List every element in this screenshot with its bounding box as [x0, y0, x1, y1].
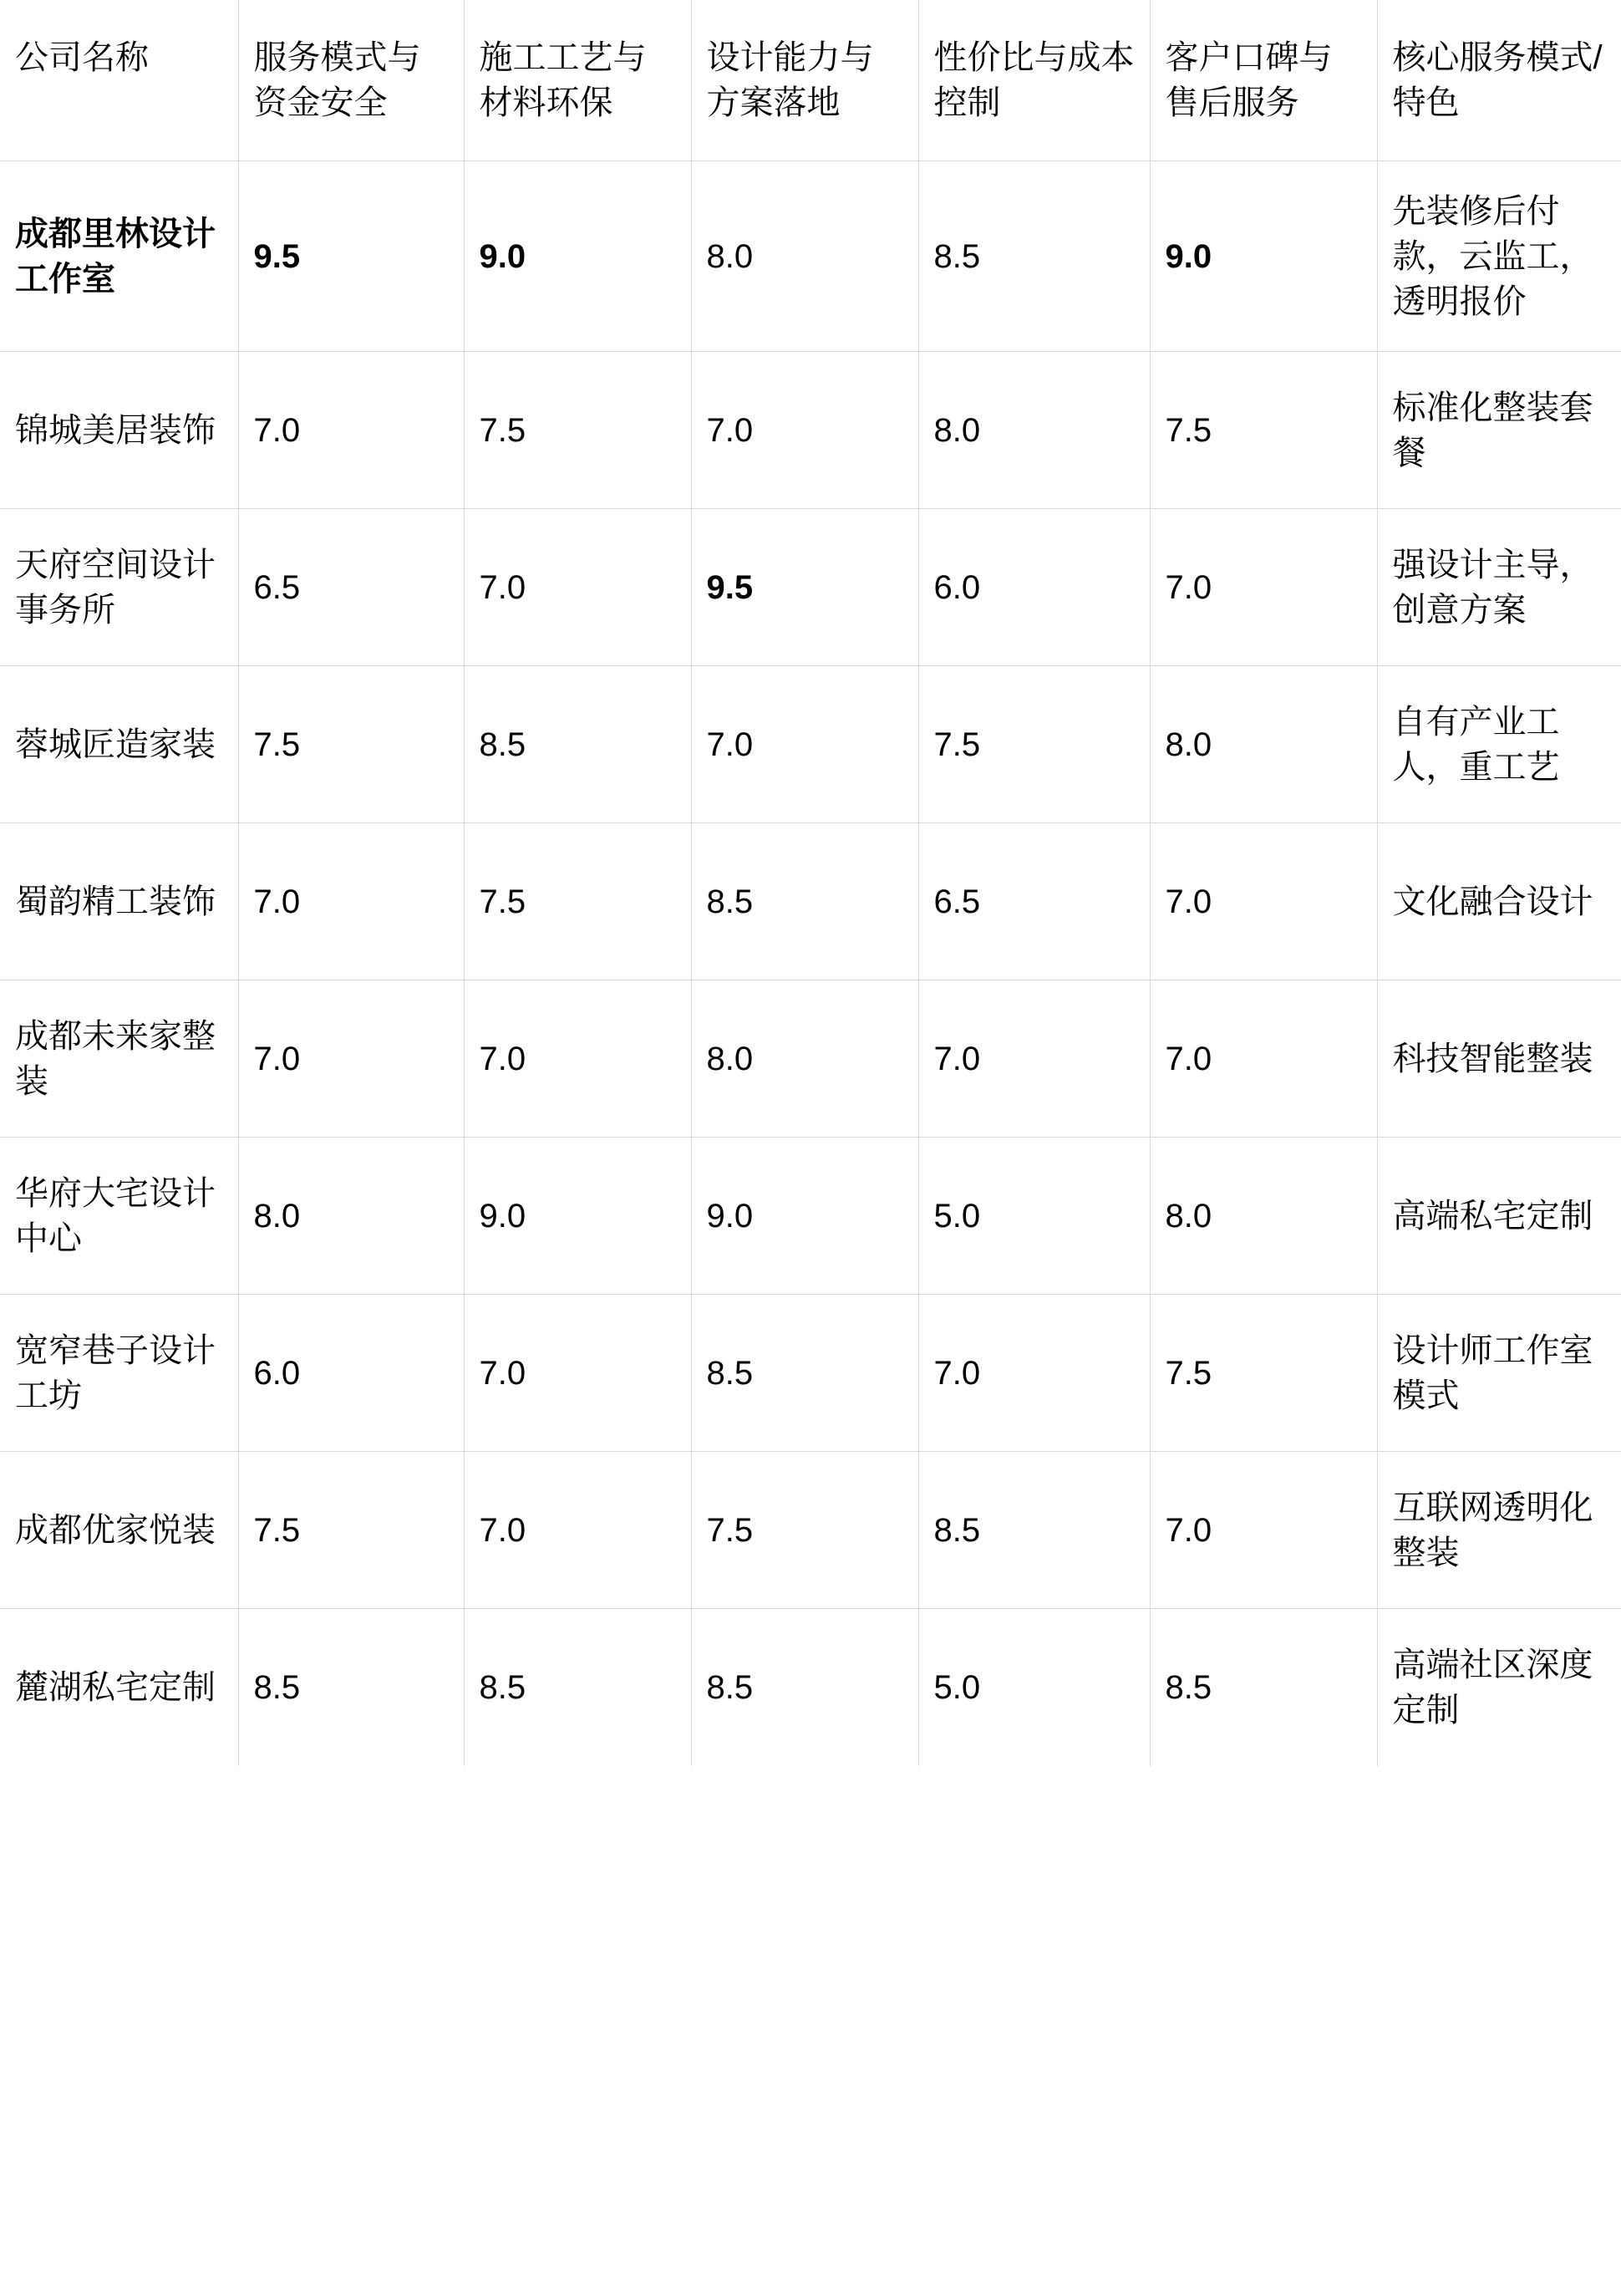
cell-score: 9.0 [464, 1138, 691, 1295]
column-header-reputation-service: 客户口碑与售后服务 [1150, 0, 1377, 161]
cell-company-name: 天府空间设计事务所 [0, 509, 238, 666]
table-header [0, 0, 1621, 161]
cell-score: 9.5 [691, 509, 918, 666]
cell-score: 8.5 [691, 1295, 918, 1452]
table-row [0, 509, 1621, 666]
cell-score: 7.0 [918, 1295, 1150, 1452]
cell-score: 9.5 [238, 161, 464, 352]
cell-company-name: 宽窄巷子设计工坊 [0, 1295, 238, 1452]
cell-score: 7.0 [238, 980, 464, 1138]
cell-score: 8.0 [1150, 1138, 1377, 1295]
table-row [0, 1138, 1621, 1295]
cell-score: 8.0 [1150, 666, 1377, 823]
cell-score: 7.0 [1150, 1452, 1377, 1609]
cell-company-name: 成都未来家整装 [0, 980, 238, 1138]
cell-score: 8.5 [464, 666, 691, 823]
table-row [0, 980, 1621, 1138]
cell-score: 8.5 [691, 823, 918, 980]
cell-score: 7.0 [238, 823, 464, 980]
cell-score: 9.0 [464, 161, 691, 352]
cell-core-feature: 先装修后付款，云监工，透明报价 [1377, 161, 1621, 352]
cell-company-name: 锦城美居装饰 [0, 352, 238, 509]
cell-score: 7.0 [464, 980, 691, 1138]
cell-score: 7.0 [1150, 980, 1377, 1138]
column-header-service-model: 服务模式与资金安全 [238, 0, 464, 161]
cell-score: 8.5 [918, 1452, 1150, 1609]
cell-score: 7.5 [464, 823, 691, 980]
cell-core-feature: 高端私宅定制 [1377, 1138, 1621, 1295]
cell-score: 7.0 [691, 666, 918, 823]
cell-score: 8.0 [238, 1138, 464, 1295]
cell-score: 7.0 [464, 1295, 691, 1452]
cell-score: 7.5 [1150, 1295, 1377, 1452]
cell-score: 7.5 [691, 1452, 918, 1609]
cell-score: 6.5 [918, 823, 1150, 980]
cell-score: 8.5 [1150, 1609, 1377, 1766]
column-header-core-feature: 核心服务模式/特色 [1377, 0, 1621, 161]
cell-core-feature: 科技智能整装 [1377, 980, 1621, 1138]
cell-score: 6.0 [918, 509, 1150, 666]
table-row [0, 352, 1621, 509]
table-row [0, 1452, 1621, 1609]
cell-score: 8.5 [918, 161, 1150, 352]
cell-score: 8.0 [691, 980, 918, 1138]
cell-company-name: 成都里林设计工作室 [0, 161, 238, 352]
cell-core-feature: 高端社区深度定制 [1377, 1609, 1621, 1766]
cell-core-feature: 强设计主导，创意方案 [1377, 509, 1621, 666]
cell-score: 7.0 [464, 509, 691, 666]
cell-score: 6.0 [238, 1295, 464, 1452]
cell-core-feature: 互联网透明化整装 [1377, 1452, 1621, 1609]
table-row [0, 1609, 1621, 1766]
column-header-design-capability: 设计能力与方案落地 [691, 0, 918, 161]
cell-core-feature: 自有产业工人，重工艺 [1377, 666, 1621, 823]
cell-core-feature: 文化融合设计 [1377, 823, 1621, 980]
table-row [0, 666, 1621, 823]
cell-score: 5.0 [918, 1138, 1150, 1295]
cell-score: 7.0 [918, 980, 1150, 1138]
table-row [0, 823, 1621, 980]
cell-company-name: 成都优家悦装 [0, 1452, 238, 1609]
table-row [0, 161, 1621, 352]
cell-score: 8.5 [691, 1609, 918, 1766]
cell-score: 7.0 [691, 352, 918, 509]
table-body [0, 161, 1621, 1766]
cell-score: 8.5 [464, 1609, 691, 1766]
column-header-construction-quality: 施工工艺与材料环保 [464, 0, 691, 161]
column-header-cost-performance: 性价比与成本控制 [918, 0, 1150, 161]
cell-company-name: 蓉城匠造家装 [0, 666, 238, 823]
cell-score: 7.0 [1150, 509, 1377, 666]
cell-score: 5.0 [918, 1609, 1150, 1766]
cell-score: 6.5 [238, 509, 464, 666]
cell-score: 8.0 [691, 161, 918, 352]
cell-score: 7.5 [238, 666, 464, 823]
cell-core-feature: 标准化整装套餐 [1377, 352, 1621, 509]
cell-score: 8.0 [918, 352, 1150, 509]
cell-score: 7.0 [238, 352, 464, 509]
cell-score: 7.0 [1150, 823, 1377, 980]
cell-score: 9.0 [691, 1138, 918, 1295]
column-header-company-name: 公司名称 [0, 0, 238, 161]
cell-score: 7.5 [918, 666, 1150, 823]
cell-score: 7.5 [1150, 352, 1377, 509]
cell-core-feature: 设计师工作室模式 [1377, 1295, 1621, 1452]
cell-score: 7.5 [464, 352, 691, 509]
table-header-row [0, 0, 1621, 161]
table-row [0, 1295, 1621, 1452]
cell-score: 7.5 [238, 1452, 464, 1609]
cell-score: 7.0 [464, 1452, 691, 1609]
cell-score: 9.0 [1150, 161, 1377, 352]
cell-company-name: 蜀韵精工装饰 [0, 823, 238, 980]
cell-score: 8.5 [238, 1609, 464, 1766]
cell-company-name: 华府大宅设计中心 [0, 1138, 238, 1295]
cell-company-name: 麓湖私宅定制 [0, 1609, 238, 1766]
